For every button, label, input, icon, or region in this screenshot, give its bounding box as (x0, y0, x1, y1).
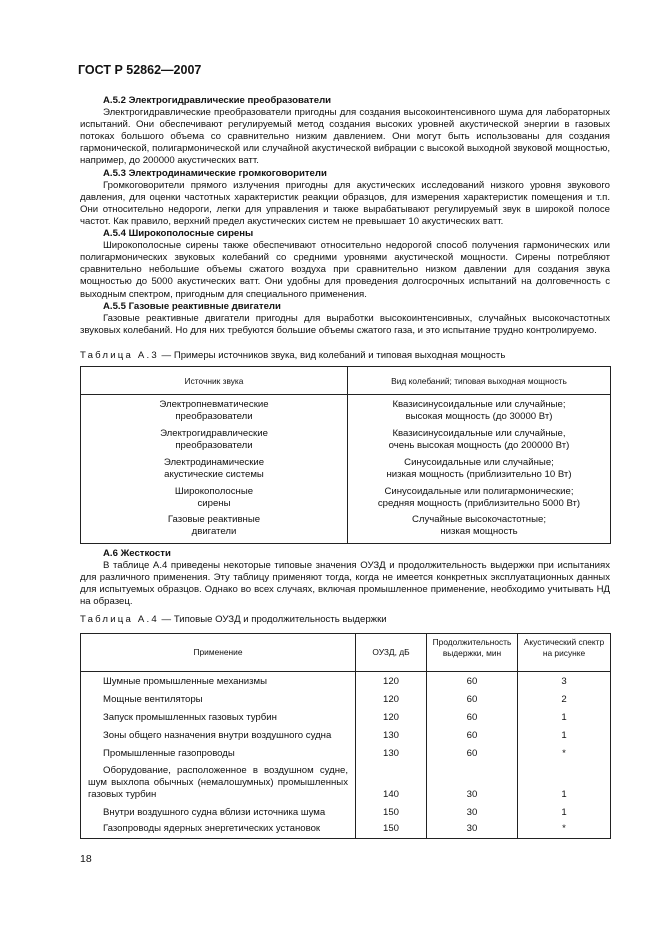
cell-type: высокая мощность (до 30000 Вт) (405, 411, 553, 423)
cell-spectrum: 1 (561, 789, 567, 800)
cell-application: Внутри воздушного судна вблизи источника шума (103, 807, 326, 818)
cell-duration: 60 (466, 748, 478, 759)
cell-level: 120 (382, 712, 399, 723)
cell-duration: 30 (466, 807, 478, 818)
section-a6-title: А.6 Жесткости (103, 548, 171, 559)
cell-duration: 30 (466, 789, 478, 800)
cell-duration: 60 (466, 694, 478, 705)
cell-application: Газопроводы ядерных энергетических установок (103, 823, 321, 834)
cell-duration: 60 (466, 676, 478, 687)
cell-duration: 60 (466, 712, 478, 723)
section-a55-title: А.5.5 Газовые реактивные двигатели (103, 300, 281, 312)
table-a4-header-level: ОУЗД, дБ (372, 647, 410, 657)
page-number: 18 (80, 853, 92, 865)
cell-level: 150 (382, 807, 399, 818)
table-a4-header-spectrum: Акустический спектр на рисунке (523, 637, 605, 658)
cell-source: сирены (197, 498, 231, 510)
section-a52-title: А.5.2 Электрогидравлические преобразователи (103, 95, 332, 106)
cell-application: Мощные вентиляторы (103, 694, 203, 705)
cell-spectrum: * (562, 748, 566, 759)
section-a6 (80, 548, 610, 608)
table-a4-label: Таблица А.4 (80, 614, 159, 625)
cell-application: Шумные промышленные механизмы (103, 676, 268, 687)
table-row (81, 399, 610, 425)
section-a53-title: А.5.3 Электродинамические громкоговорители (103, 167, 327, 179)
cell-application: Промышленные газопроводы (103, 748, 235, 759)
cell-level: 150 (382, 823, 399, 834)
cell-spectrum: 1 (561, 712, 567, 723)
cell-source: Газовые реактивные (167, 514, 261, 525)
cell-source: Широкополосные (174, 486, 254, 497)
cell-source: Электрогидравлические (160, 428, 268, 439)
cell-application: Оборудование, расположенное в воздушном судне, шум выхлопа обычных (немалошумных) промышленных газовых турбин (88, 765, 348, 801)
cell-spectrum: 3 (561, 676, 567, 687)
cell-source: преобразователи (175, 440, 253, 452)
table-a4-title: — Типовые ОУЗД и продолжительность выдержки (158, 614, 387, 625)
table-a3 (80, 366, 611, 544)
cell-spectrum: * (562, 823, 566, 834)
cell-source: акустические системы (164, 469, 264, 481)
table-a3-header-type: Вид колебаний; типовая выходная мощность (391, 376, 567, 386)
cell-application: Запуск промышленных газовых турбин (103, 712, 277, 723)
table-row (81, 514, 610, 540)
section-a54-title: А.5.4 Широкополосные сирены (103, 228, 254, 240)
table-a4-caption (80, 614, 610, 626)
cell-type: Квазисинусоидальные или случайные; (392, 399, 566, 410)
cell-duration: 60 (466, 730, 478, 741)
table-a3-title: — Примеры источников звука, вид колебаний и типовая выходная мощность (158, 350, 506, 361)
cell-source: Электродинамические (163, 457, 265, 468)
cell-type: средняя мощность (приблизительно 5000 Вт) (377, 498, 581, 510)
table-a3-header-row (81, 367, 610, 395)
document-header: ГОСТ Р 52862—2007 (78, 63, 202, 77)
table-a3-caption (80, 350, 610, 362)
section-a54-text: Широкополосные сирены также обеспечивают относительно недорогой способ получения гармонических или полигармонических звуковых колебаний со средними уровнями акустической мощности. Сирены потребляют сравнительно небольшие объемы сжатого воздуха при сравнительно низком давлении для создания звука мощностью до 5000 акустических ватт. Они удобны для проведения долгосрочных испытаний на долговечность с выходным спектром, пригодным для специального применения. (80, 240, 610, 300)
body-text (80, 95, 610, 337)
cell-spectrum: 1 (561, 807, 567, 818)
cell-type: низкая мощность (приблизительно 10 Вт) (386, 469, 572, 481)
section-a55-text: Газовые реактивные двигатели пригодны для выработки высокоинтенсивных, случайных высокочастотных звуковых колебаний. Но для них требуются большие объемы сжатого газа, и это испытание трудно контролируемо. (80, 312, 610, 336)
cell-spectrum: 2 (561, 694, 567, 705)
cell-level: 120 (382, 676, 399, 687)
cell-level: 120 (382, 694, 399, 705)
cell-type: очень высокая мощность (до 200000 Вт) (388, 440, 570, 452)
cell-level: 130 (382, 730, 399, 741)
section-a53-text: Громкоговорители прямого излучения пригодны для акустических исследований низкого уровня звукового давления, для оценки частотных характеристик реакции образцов, для измерения характеристик помещения и т.п. Они относительно недороги, легки для управления и также вырабатывают регулируемый звук в широкой полосе частот. Как правило, верхний предел акустических систем не превышает 10 акустических ватт. (80, 179, 610, 227)
cell-duration: 30 (466, 823, 478, 834)
table-a3-header-source: Источник звука (184, 376, 244, 386)
cell-type: низкая мощность (440, 526, 518, 538)
table-a4-header-row (81, 634, 610, 672)
cell-level: 130 (382, 748, 399, 759)
cell-source: двигатели (191, 526, 237, 538)
table-row (81, 486, 610, 512)
cell-type: Синусоидальные или случайные; (404, 457, 554, 468)
cell-source: Электропневматические (159, 399, 269, 410)
table-a3-label: Таблица А.3 (80, 350, 159, 361)
section-a6-text: В таблице А.4 приведены некоторые типовые значения ОУЗД и продолжительность выдержки при испытаниях для различного применения. Эту таблицу применяют тогда, когда не имеется конкретных эксплуатационных данных для испытуемых образцов. Однако во всех случаях, включая промышленное применение, необходимо учитывать НД на образец. (80, 560, 610, 608)
cell-level: 140 (382, 789, 399, 800)
cell-source: преобразователи (175, 411, 253, 423)
cell-type: Синусоидальные или полигармонические; (384, 486, 574, 497)
cell-type: Квазисинусоидальные или случайные, (392, 428, 566, 439)
cell-type: Случайные высокочастотные; (411, 514, 546, 525)
table-a4 (80, 633, 611, 839)
cell-spectrum: 1 (561, 730, 567, 741)
table-a4-header-duration: Продолжительность выдержки, мин (432, 637, 512, 658)
table-row (81, 457, 610, 483)
cell-application: Зоны общего назначения внутри воздушного судна (103, 730, 332, 741)
section-a52-text: Электрогидравлические преобразователи пригодны для создания высокоинтенсивного шума для лабораторных испытаний. Они обеспечивают регулируемый метод создания высоких уровней акустической энергии в газовых потоках большого объема со сравнительно низким давлением. Они могут быть использованы для создания гармонической, полигармонической или случайной акустической вибрации с высокой выходной звуковой мощностью, например, до 200000 акустических ватт. (80, 107, 610, 167)
table-a4-header-app: Применение (193, 647, 243, 657)
table-row (81, 428, 610, 454)
